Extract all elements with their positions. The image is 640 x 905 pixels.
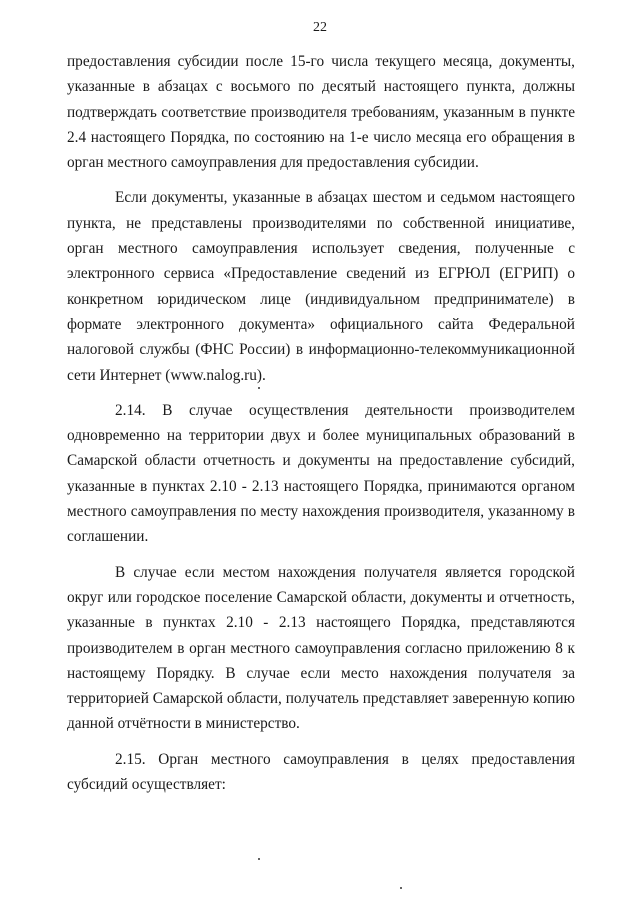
scan-speck	[258, 387, 260, 389]
paragraph-documents-not-submitted: Если документы, указанные в абзацах шестом и седьмом настоящего пункта, не представлены производителями по собственной инициативе, орган местного самоуправления использует сведения, полученные с электронного сервиса «Предоставление сведений из ЕГРЮЛ (ЕГРИП) о конкретном юридическом лице (индивидуальном предпринимателе) в формате электронного документа» официального сайта Федеральной налоговой службы (ФНС России) в информационно-телекоммуникационной сети Интернет (www.nalog.ru).	[67, 189, 575, 384]
scan-speck	[258, 858, 260, 860]
paragraph-location-of-recipient: В случае если местом нахождения получателя является городской округ или городское поселение Самарской области, документы и отчетность, указанные в пунктах 2.10 - 2.13 настоящего Порядка, представляются производителем в орган местного самоуправления согласно приложению 8 к настоящему Порядку. В случае если место нахождения получателя за территорией Самарской области, получатель представляет заверенную копию данной отчётности в министерство.	[67, 563, 575, 733]
paragraph-continuation: предоставления субсидии после 15-го числа текущего месяца, документы, указанные в абзацах с восьмого по десятый настоящего пункта, должны подтверждать соответствие производителя требованиям, указанным в пункте 2.4 настоящего Порядка, по состоянию на 1-е число месяца его обращения в орган местного самоуправления для предоставления субсидии.	[67, 53, 575, 172]
document-body	[67, 49, 575, 797]
paragraph-2-15: 2.15. Орган местного самоуправления в целях предоставления субсидий осуществляет:	[67, 750, 575, 794]
paragraph-2-14: 2.14. В случае осуществления деятельности производителем одновременно на территории двух и более муниципальных образований в Самарской области отчетность и документы на предоставление субсидий, указанные в пунктах 2.10 - 2.13 настоящего Порядка, принимаются органом местного самоуправления по месту нахождения производителя, указанному в соглашении.	[67, 401, 575, 546]
page-number: 22	[313, 20, 327, 35]
scan-speck	[400, 887, 402, 889]
